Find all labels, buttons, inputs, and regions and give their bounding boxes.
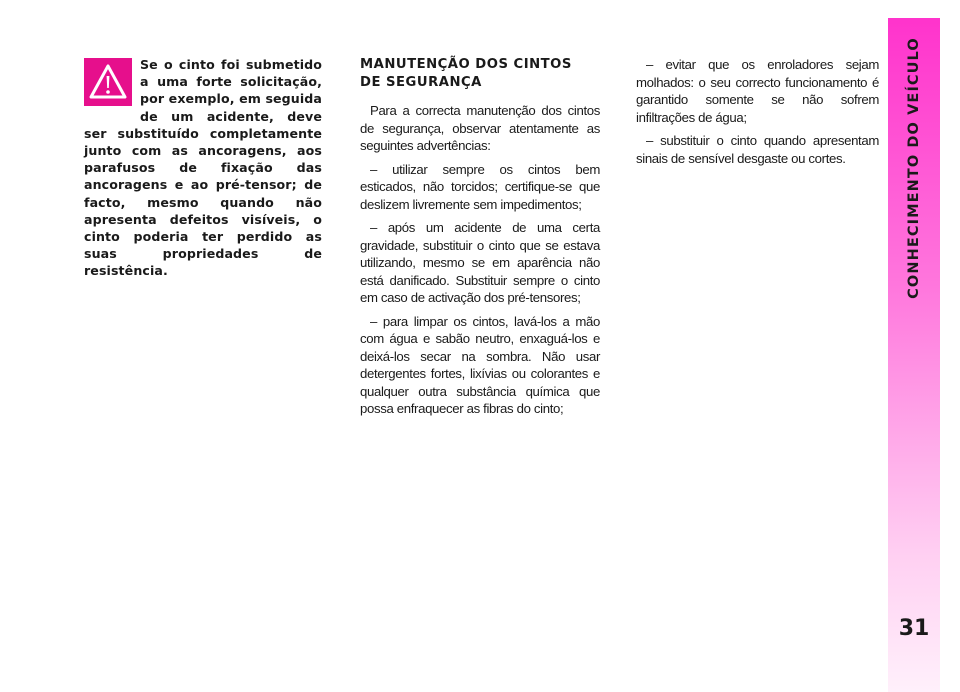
warning-triangle-icon <box>84 58 132 106</box>
section-heading <box>360 56 600 92</box>
warning-text: Se o cinto foi submetido a uma forte solicitação, por exemplo, em seguida de um acidente, deve ser substituído completamente junto com as ancoragens, aos parafusos de fixação das ancoragens e ao pré-tensor; de facto, mesmo quando não apresenta defeitos visíveis, o cinto poderia ter perdido as suas propriedades de resistência. <box>84 57 322 279</box>
continuation-column <box>636 56 879 173</box>
intro-paragraph: Para a correcta manutenção dos cintos de segurança, observar atentamente as seguintes advertências: <box>360 103 600 153</box>
list-item: – para limpar os cintos, lavá-los a mão com água e sabão neutro, enxaguá-los e deixá-los secar na sombra. Não usar detergentes fortes, lixívias ou colorantes e qualquer outra substância química que possa enfraquecer as fibras do cinto; <box>360 313 600 416</box>
section-title: CONHECIMENTO DO VEÍCULO <box>906 37 922 299</box>
list-item: – após um acidente de uma certa gravidade, substituir o cinto que se estava utilizando, mesmo se em aparência não está danificado. Substituir sempre o cinto em caso de activação dos pré-tensores; <box>360 220 600 305</box>
warning-column <box>84 56 322 280</box>
list-item: – utilizar sempre os cintos bem esticados, não torcidos; certifique-se que deslizem livremente sem impedimentos; <box>360 161 600 212</box>
page-number: 31 <box>898 616 930 641</box>
heading-line-1: MANUTENÇÃO DOS CINTOS <box>360 57 572 72</box>
list-item: – evitar que os enroladores sejam molhados: o seu correcto funcionamento é garantido somente se não sofrem infiltrações de água; <box>636 57 879 125</box>
list-item: – substituir o cinto quando apresentam sinais de sensível desgaste ou cortes. <box>636 133 879 166</box>
heading-line-2: DE SEGURANÇA <box>360 75 482 90</box>
section-title-container <box>888 18 940 318</box>
maintenance-column <box>360 56 600 424</box>
section-sidebar <box>888 18 940 692</box>
